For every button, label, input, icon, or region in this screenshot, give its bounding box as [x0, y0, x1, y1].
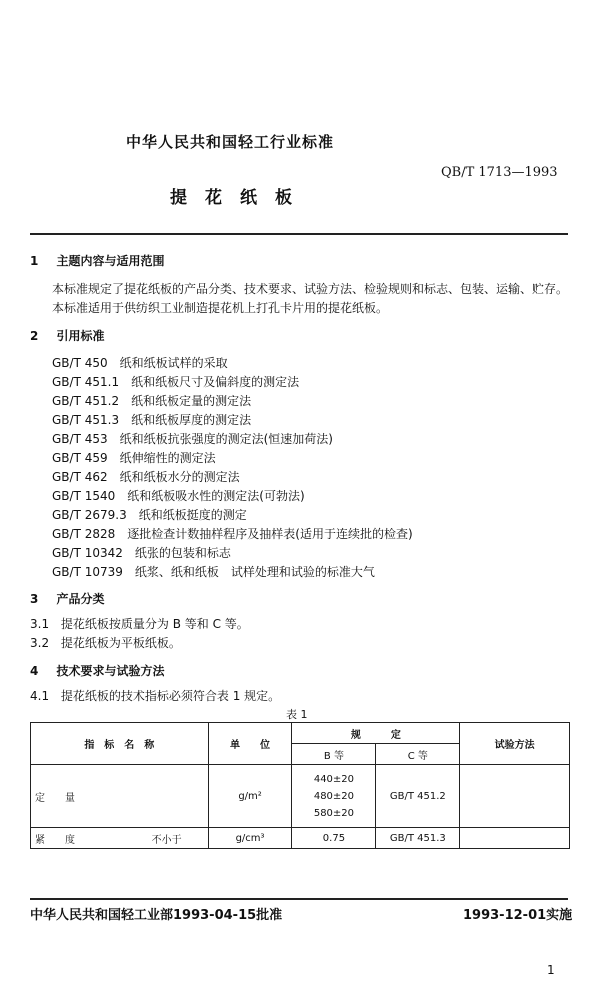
scope-paragraph-2: 本标准适用于供纺织工业制造提花机上打孔卡片用的提花纸板。: [52, 301, 389, 315]
footer-rule: [30, 898, 568, 900]
reference-item: GB/T 2679.3 纸和纸板挺度的测定: [52, 508, 247, 522]
row-name-text: 紧 度: [35, 834, 75, 846]
reference-item: GB/T 453 纸和纸板抗张强度的测定法(恒速加荷法): [52, 432, 333, 446]
b-value: 440±20: [313, 773, 355, 785]
section-title: 主题内容与适用范围: [56, 254, 165, 268]
row-unit: g/m²: [208, 765, 292, 828]
effective-date: 1993-12-01实施: [463, 908, 573, 923]
row-name: [31, 765, 209, 828]
scope-paragraph-1: 本标准规定了提花纸板的产品分类、技术要求、试验方法、检验规则和标志、包装、运输、贮存。: [52, 282, 569, 296]
section-number: 2: [30, 329, 39, 343]
reference-item: GB/T 451.3 纸和纸板厚度的测定法: [52, 413, 252, 427]
section-number: 1: [30, 254, 39, 268]
b-value: 0.75: [322, 832, 346, 844]
page-number: 1: [547, 963, 555, 977]
row-c-value: GB/T 451.3: [376, 828, 460, 849]
table-row: [31, 828, 570, 849]
header-grade-c: C 等: [376, 744, 460, 765]
row-name: [31, 828, 209, 849]
standard-code: QB/T 1713—1993: [441, 165, 558, 180]
reference-item: GB/T 450 纸和纸板试样的采取: [52, 356, 228, 370]
approval-text: 中华人民共和国轻工业部1993-04-15批准: [30, 908, 283, 923]
clause-number: 4.1: [30, 689, 50, 703]
table-header-row: [31, 723, 570, 744]
org-title: 中华人民共和国轻工行业标准: [126, 133, 335, 151]
clause-4-1: [30, 687, 280, 704]
document-title: 提花纸板: [170, 188, 310, 208]
header-indicator: 指 标 名 称: [31, 723, 209, 765]
reference-item: GB/T 1540 纸和纸板吸水性的测定法(可勃法): [52, 489, 305, 503]
reference-item: GB/T 462 纸和纸板水分的测定法: [52, 470, 240, 484]
clause-number: 3.2: [30, 636, 50, 650]
header-spec: 规 定: [292, 723, 460, 744]
row-method: [460, 765, 570, 828]
section-1-heading: [30, 252, 165, 269]
clause-text: 提花纸板的技术指标必须符合表 1 规定。: [60, 689, 281, 703]
section-title: 引用标准: [56, 329, 105, 343]
b-value: 580±20: [313, 807, 355, 819]
row-name-text: 定 量: [35, 792, 75, 804]
clause-text: 提花纸板为平板纸板。: [60, 636, 181, 650]
section-4-heading: [30, 662, 165, 679]
row-b-values: [292, 828, 376, 849]
section-title: 产品分类: [56, 592, 105, 606]
reference-item: GB/T 2828 逐批检查计数抽样程序及抽样表(适用于连续批的检查): [52, 527, 413, 541]
section-2-heading: [30, 327, 105, 344]
section-3-heading: [30, 590, 105, 607]
table-caption: 表 1: [286, 708, 308, 721]
section-number: 3: [30, 592, 39, 606]
row-unit: g/cm³: [208, 828, 292, 849]
section-number: 4: [30, 664, 39, 678]
reference-item: GB/T 459 纸伸缩性的测定法: [52, 451, 216, 465]
clause-3-1: [30, 615, 249, 632]
reference-item: GB/T 10342 纸张的包装和标志: [52, 546, 231, 560]
row-qualifier: 不小于: [151, 834, 182, 846]
reference-item: GB/T 451.2 纸和纸板定量的测定法: [52, 394, 252, 408]
header-method: 试验方法: [460, 723, 570, 765]
reference-item: GB/T 451.1 纸和纸板尺寸及偏斜度的测定法: [52, 375, 300, 389]
header-unit: 单 位: [208, 723, 292, 765]
header-grade-b: B 等: [292, 744, 376, 765]
section-title: 技术要求与试验方法: [56, 664, 165, 678]
row-b-values: [292, 765, 376, 828]
clause-number: 3.1: [30, 617, 50, 631]
b-value: 480±20: [313, 790, 355, 802]
spec-table: [30, 722, 570, 849]
clause-3-2: [30, 634, 181, 651]
table-row: [31, 765, 570, 828]
clause-text: 提花纸板按质量分为 B 等和 C 等。: [60, 617, 249, 631]
row-c-value: GB/T 451.2: [376, 765, 460, 828]
reference-item: GB/T 10739 纸浆、纸和纸板 试样处理和试验的标准大气: [52, 565, 375, 579]
row-method: [460, 828, 570, 849]
header-rule: [30, 233, 568, 235]
